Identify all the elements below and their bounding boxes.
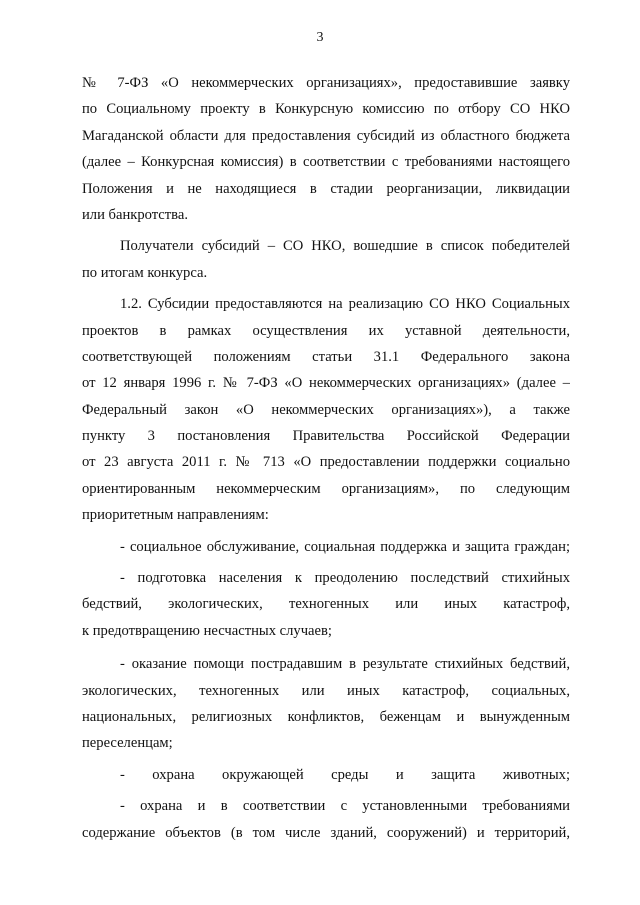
list-item-disaster-preparedness xyxy=(82,565,570,644)
paragraph-eligible-applicants xyxy=(82,70,570,228)
text-line: национальных, религиозных конфликтов, беженцам и вынужденным xyxy=(82,708,570,725)
text-line: экологических, техногенных или иных катастроф, социальных, xyxy=(82,682,570,699)
text-line: переселенцам; xyxy=(82,735,173,752)
paragraph-subsidy-recipients xyxy=(82,233,570,286)
paragraph-gap xyxy=(82,644,570,651)
text-line: по Социальному проекту в Конкурсную комиссию по отбору СО НКО xyxy=(82,101,570,118)
text-line: проектов в рамках осуществления их уставной деятельности, xyxy=(82,322,570,339)
text-line: (далее – Конкурсная комиссия) в соответствии с требованиями настоящего xyxy=(82,154,570,171)
list-item-environment xyxy=(82,762,570,788)
text-line: - оказание помощи пострадавшим в результате стихийных бедствий, xyxy=(120,656,570,673)
list-item-heritage-protection xyxy=(82,793,570,846)
page-number: 3 xyxy=(316,30,324,45)
text-line: Положения и не находящиеся в стадии реорганизации, ликвидации xyxy=(82,180,570,197)
list-item-social-services xyxy=(82,534,570,560)
text-line: бедствий, экологических, техногенных или иных катастроф, xyxy=(82,596,570,613)
text-line: от 23 августа 2011 г. № 713 «О предоставлении поддержки социально xyxy=(82,454,570,471)
text-line: № 7-ФЗ «О некоммерческих организациях», предоставившие заявку xyxy=(82,75,570,91)
text-line: Получатели субсидий – СО НКО, вошедшие в список победителей xyxy=(120,238,570,255)
text-line: - подготовка населения к преодолению последствий стихийных xyxy=(120,570,570,587)
text-line: Федеральный закон «О некоммерческих организациях»), а также xyxy=(82,401,570,418)
text-line: по итогам конкурса. xyxy=(82,264,208,281)
text-line: Магаданской области для предоставления субсидий из областного бюджета xyxy=(82,127,570,144)
text-line: 1.2. Субсидии предоставляются на реализацию СО НКО Социальных xyxy=(120,296,570,313)
text-line: к предотвращению несчастных случаев; xyxy=(82,622,332,639)
list-item-victim-assistance xyxy=(82,651,570,757)
text-line: содержание объектов (в том числе зданий, сооружений) и территорий, xyxy=(82,824,570,841)
text-line: приоритетным направлениям: xyxy=(82,507,269,524)
text-line: ориентированным некоммерческим организациям», по следующим xyxy=(82,480,570,497)
paragraph-clause-1-2 xyxy=(82,291,570,529)
text-line: пункту 3 постановления Правительства Российской Федерации xyxy=(82,428,570,445)
text-line: - охрана и в соответствии с установленными требованиями xyxy=(120,798,570,815)
text-line: соответствующей положениям статьи 31.1 Федерального закона xyxy=(82,348,570,365)
document-body xyxy=(82,70,570,846)
text-line: - социальное обслуживание, социальная поддержка и защита граждан; xyxy=(120,538,570,555)
text-line: или банкротства. xyxy=(82,206,188,223)
text-line: - охрана окружающей среды и защита животных; xyxy=(120,766,570,783)
text-line: от 12 января 1996 г. № 7-ФЗ «О некоммерческих организациях» (далее – xyxy=(82,375,570,392)
